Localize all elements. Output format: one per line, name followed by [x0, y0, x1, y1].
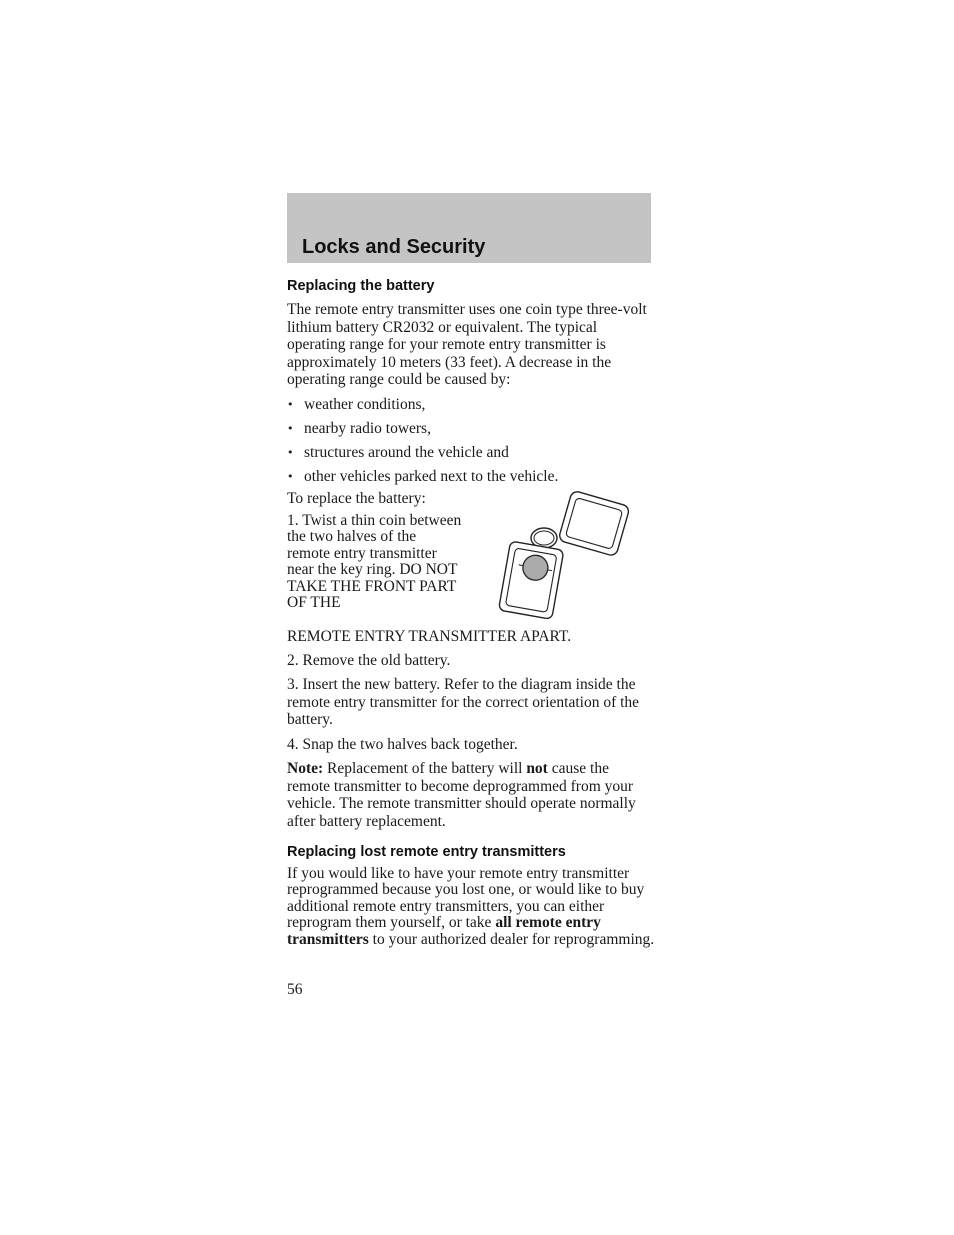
lost-emphasis: all remote entry transmitters [287, 914, 601, 948]
bullet-icon: • [287, 422, 294, 435]
bullet-icon: • [287, 470, 294, 483]
bullet-icon: • [287, 446, 294, 459]
replace-lead-text: To replace the battery: [287, 490, 426, 507]
list-item-text: structures around the vehicle and [304, 444, 509, 461]
lost-text-b: to your authorized dealer for reprogramming. [368, 930, 655, 948]
battery-intro-paragraph: The remote entry transmitter uses one coin type three-volt lithium battery CR2032 or equivalent. The typical operating range for your remote entry transmitter is approximately 10 meters (33 feet). A decrease in the operating range could be caused by: [287, 301, 647, 389]
lost-text-a: If you would like to have your remote entry transmitter reprogrammed because you lost one, or would like to buy additional remote entry transmitters, you can either reprogram them yourself, or take [287, 865, 645, 932]
step-1-text: 1. Twist a thin coin between the two halves of the remote entry transmitter near the key ring. DO NOT TAKE THE FRONT PART OF THE [287, 512, 462, 612]
heading-replacing-battery: Replacing the battery [287, 278, 435, 294]
remote-transmitter-icon [496, 491, 630, 619]
list-item-text: weather conditions, [304, 396, 426, 413]
step-3-text: 3. Insert the new battery. Refer to the diagram inside the remote entry transmitter for the correct orientation of the battery. [287, 676, 640, 729]
note-emphasis: not [526, 760, 548, 777]
note-paragraph [287, 760, 655, 830]
step-2-text: 2. Remove the old battery. [287, 652, 451, 669]
note-text-b: cause the remote transmitter to become deprogrammed from your vehicle. The remote transmitter should operate normally after battery replacement. [287, 760, 636, 830]
step-1-tail-text: REMOTE ENTRY TRANSMITTER APART. [287, 628, 572, 645]
section-title: Locks and Security [302, 236, 486, 258]
note-label: Note: [287, 760, 324, 777]
list-item-text: other vehicles parked next to the vehicle. [304, 468, 559, 485]
list-item-text: nearby radio towers, [304, 420, 431, 437]
note-text-a: Replacement of the battery will [323, 760, 527, 777]
section-header-band [287, 193, 651, 263]
page-number: 56 [287, 981, 303, 998]
step-4-text: 4. Snap the two halves back together. [287, 736, 518, 753]
bullet-icon: • [287, 398, 294, 411]
heading-replacing-lost-transmitters: Replacing lost remote entry transmitters [287, 844, 566, 860]
lost-transmitters-paragraph [287, 866, 655, 948]
